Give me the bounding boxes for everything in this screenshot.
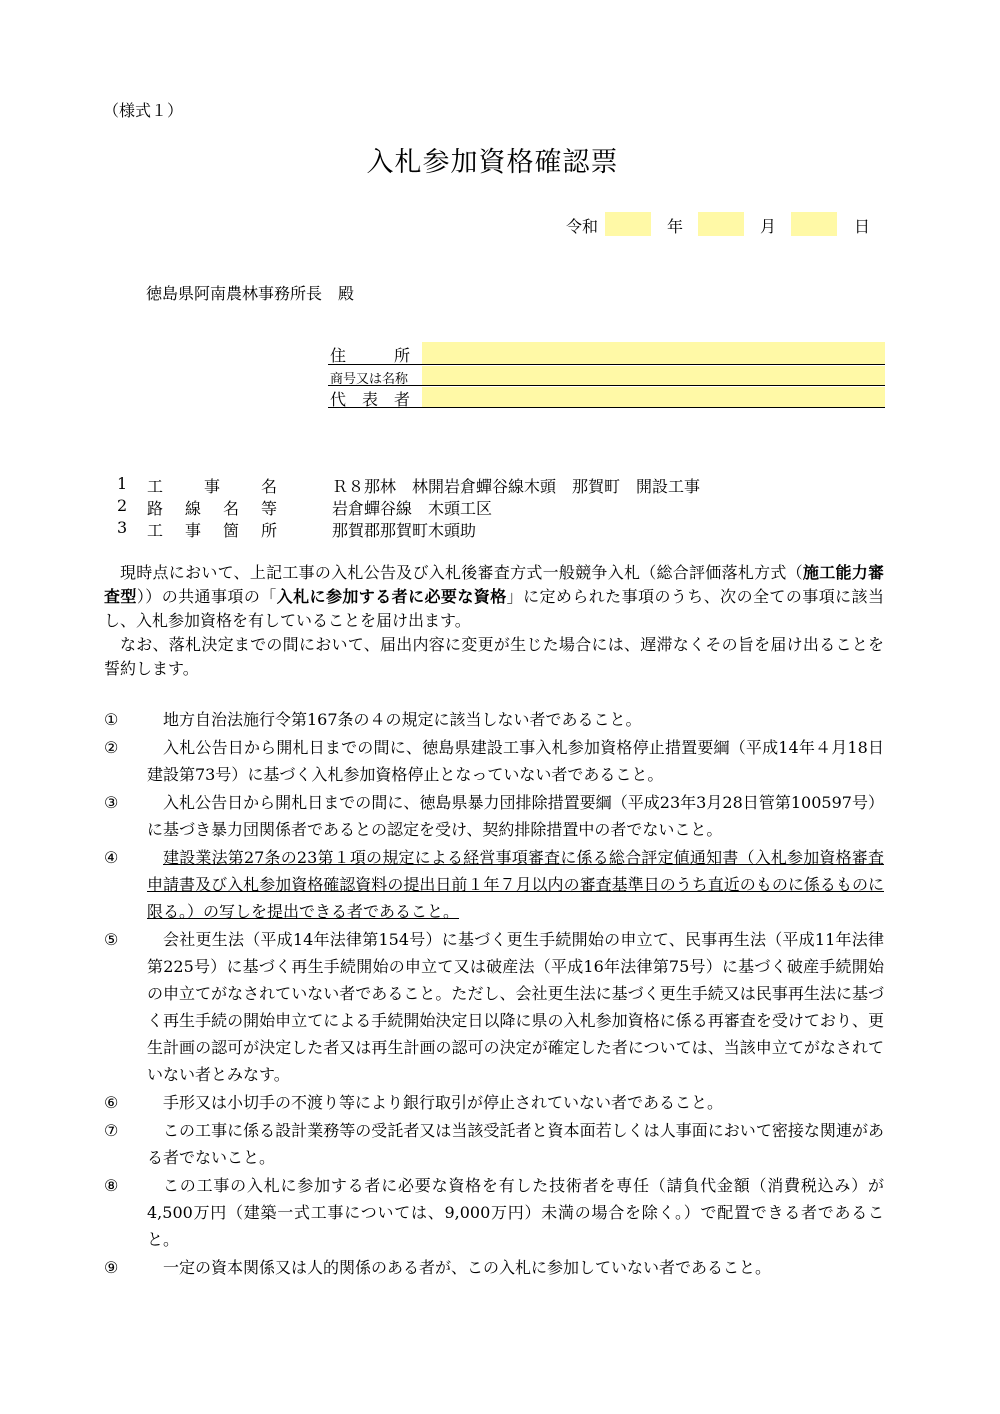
representative-field[interactable] (422, 387, 885, 407)
list-item: ① 地方自治法施行令第167条の４の規定に該当しない者であること。 (104, 710, 642, 729)
list-item: ⑨ 一定の資本関係又は人的関係のある者が、この入札に参加していない者であること。 (104, 1258, 772, 1277)
address-field[interactable] (422, 342, 885, 364)
company-name-field[interactable] (422, 366, 885, 385)
list-item: ⑦ この工事に係る設計業務等の受託者又は当該受託者と資本面若しくは人事面において密接な関連がある者でないこと。 (104, 1121, 884, 1167)
project-label-location: 工 事 箇 所 (147, 521, 277, 540)
statement-paragraph-1: 現時点において、上記工事の入札公告及び入札後審査方式一般競争入札（総合評価落札方式（施工能力審査型））の共通事項の「入札に参加する者に必要な資格」に定められた事項のうち、次の全ての事項に該当し、入札参加資格を有していることを届け出ます。 (104, 563, 884, 630)
addressee: 徳島県阿南農林事務所長 殿 (146, 284, 355, 303)
requirements-list (104, 706, 884, 1282)
name-underline (328, 385, 885, 386)
representative-label: 代 表 者 (330, 390, 411, 409)
list-item: ⑧ この工事の入札に参加する者に必要な資格を有した技術者を専任（請負代金額（消費税込み）が4,500万円（建築一式工事については、9,000万円）未満の場合を除く。）で配置できる者であること。 (104, 1176, 884, 1249)
project-label-route: 路 線 名 等 (147, 499, 277, 518)
address-label: 住 所 (330, 346, 411, 365)
date-year-field[interactable] (605, 212, 651, 236)
list-item: ③ 入札公告日から開札日までの間に、徳島県暴力団排除措置要綱（平成23年3月28日管第100597号）に基づき暴力団関係者であるとの認定を受け、契約排除措置中の者でないこと。 (104, 793, 884, 839)
project-name: Ｒ８那林 林開岩倉蟬谷線木頭 那賀町 開設工事 (332, 477, 701, 496)
list-item: ② 入札公告日から開札日までの間に、徳島県建設工事入札参加資格停止措置要綱（平成14年４月18日建設第73号）に基づく入札参加資格停止となっていない者であること。 (104, 738, 884, 784)
list-item: ④ 建設業法第27条の23第１項の規定による経営事項審査に係る総合評定値通知書（入札参加資格審査申請書及び入札参加資格確認資料の提出日前１年７月以内の審査基準日のうち直近のものに係るものに限る。）の写しを提出できる者であること。 (104, 848, 884, 921)
rep-underline (328, 407, 885, 408)
form-number: （様式１） (103, 101, 184, 120)
address-underline (328, 364, 885, 365)
date-era: 令和 (566, 217, 599, 236)
project-route: 岩倉蟬谷線 木頭工区 (332, 499, 493, 518)
company-name-label: 商号又は名称 (330, 372, 409, 387)
date-month-field[interactable] (698, 212, 744, 236)
date-year-label: 年 (667, 217, 684, 236)
date-day-label: 日 (854, 217, 871, 236)
list-item: ⑥ 手形又は小切手の不渡り等により銀行取引が停止されていない者であること。 (104, 1093, 724, 1112)
project-location: 那賀郡那賀町木頭助 (332, 521, 477, 540)
date-day-field[interactable] (791, 212, 837, 236)
project-label-name: 工 事 名 (147, 477, 277, 496)
date-row (566, 212, 886, 236)
list-item: ⑤ 会社更生法（平成14年法律第154号）に基づく更生手続開始の申立て、民事再生法（平成11年法律第225号）に基づく再生手続開始の申立て又は破産法（平成16年法律第75号）に基づく破産手続開始の申立てがなされていない者であること。ただし、会社更生法に基づく更生手続又は民事再生法に基づく再生手続の開始申立てによる手続開始決定日以降に県の入札参加資格に係る再審査を受けており、更生計画の認可が決定した者又は再生計画の認可の決定が確定した者については、当該申立てがなされていない者とみなす。 (104, 930, 884, 1084)
date-month-label: 月 (760, 217, 777, 236)
statement (104, 561, 884, 681)
statement-paragraph-2: なお、落札決定までの間において、届出内容に変更が生じた場合には、遅滞なくその旨を届け出ることを誓約します。 (104, 635, 884, 678)
page-title: 入札参加資格確認票 (366, 147, 619, 178)
